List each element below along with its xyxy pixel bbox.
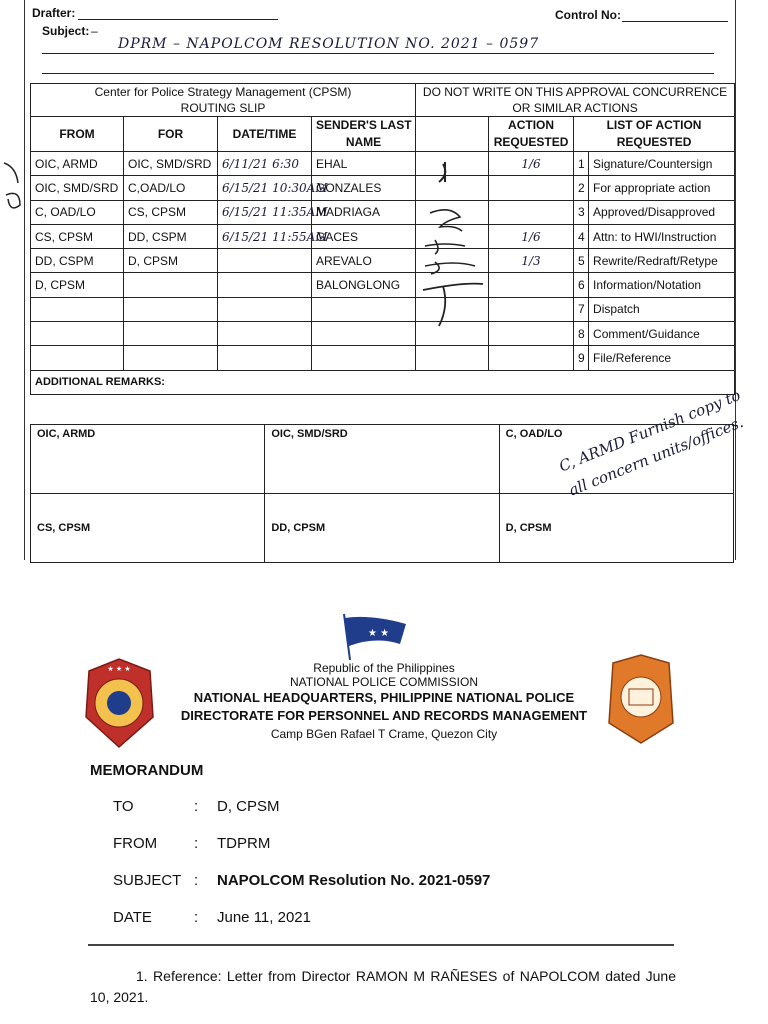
routing-cell-list: Attn: to HWI/Instruction bbox=[589, 224, 735, 248]
routing-cell-action: 1/6 bbox=[489, 152, 574, 176]
routing-cell-num: 7 bbox=[574, 297, 589, 321]
routing-cell-datetime bbox=[218, 297, 312, 321]
routing-cell-action bbox=[489, 273, 574, 297]
routing-cell-for bbox=[124, 346, 218, 370]
routing-cell-for: D, CPSM bbox=[124, 249, 218, 273]
from-value: TDPRM bbox=[217, 835, 271, 852]
subject-colon: : bbox=[194, 872, 199, 889]
subject-prefix: – bbox=[91, 24, 98, 38]
col-action-header: ACTION REQUESTED bbox=[489, 117, 574, 152]
remarks-d-cpsm: D, CPSM bbox=[499, 494, 733, 563]
routing-cell-from bbox=[31, 322, 124, 346]
routing-cell-sender: EHAL bbox=[312, 152, 416, 176]
routing-cell-for: CS, CPSM bbox=[124, 200, 218, 224]
col-list-header: LIST OF ACTION REQUESTED bbox=[574, 117, 735, 152]
remarks-dd-cpsm: DD, CPSM bbox=[265, 494, 499, 563]
routing-cell-sender: AREVALO bbox=[312, 249, 416, 273]
date-colon: : bbox=[194, 909, 199, 926]
routing-cell-list: File/Reference bbox=[589, 346, 735, 370]
memo-paragraph: 1. Reference: Letter from Director RAMON M RAÑESES of NAPOLCOM dated June 10, 2021. bbox=[90, 968, 676, 1005]
remarks-c-oad: C, OAD/LO bbox=[499, 425, 733, 494]
routing-cell-sender bbox=[312, 322, 416, 346]
memo-divider bbox=[88, 944, 674, 946]
routing-cell-num: 6 bbox=[574, 273, 589, 297]
hq-text: NATIONAL HEADQUARTERS, PHILIPPINE NATIONAL POLICE bbox=[193, 690, 575, 705]
subject-memo-value: NAPOLCOM Resolution No. 2021-0597 bbox=[217, 872, 491, 889]
routing-row bbox=[31, 200, 735, 224]
drafter-label: Drafter: bbox=[32, 6, 76, 20]
routing-cell-num: 1 bbox=[574, 152, 589, 176]
routing-cell-sig bbox=[416, 346, 489, 370]
to-colon: : bbox=[194, 798, 199, 815]
routing-cell-num: 8 bbox=[574, 322, 589, 346]
routing-cell-sender: MADRIAGA bbox=[312, 200, 416, 224]
routing-cell-datetime: 6/11/21 6:30 bbox=[218, 152, 312, 176]
routing-row bbox=[31, 224, 735, 248]
routing-cell-action bbox=[489, 322, 574, 346]
routing-cell-sender: GONZALES bbox=[312, 176, 416, 200]
routing-row bbox=[31, 273, 735, 297]
routing-cell-action bbox=[489, 200, 574, 224]
routing-cell-list: Dispatch bbox=[589, 297, 735, 321]
routing-cell-from: OIC, ARMD bbox=[31, 152, 124, 176]
directorate-text: DIRECTORATE FOR PERSONNEL AND RECORDS MANAGEMENT bbox=[180, 708, 588, 723]
routing-slip-title: Center for Police Strategy Management (CPSM) ROUTING SLIP bbox=[31, 84, 416, 117]
handwritten-note: C, ARMD Furnish copy to all concern units/offices. bbox=[556, 386, 746, 500]
from-colon: : bbox=[194, 835, 199, 852]
subject-handwritten: DPRM – NAPOLCOM RESOLUTION NO. 2021 – 0597 bbox=[118, 36, 540, 52]
routing-cell-for: C,OAD/LO bbox=[124, 176, 218, 200]
remarks-oic-armd: OIC, ARMD bbox=[31, 425, 265, 494]
routing-cell-from: C, OAD/LO bbox=[31, 200, 124, 224]
routing-row bbox=[31, 249, 735, 273]
subject-label: Subject: bbox=[42, 24, 90, 38]
routing-cell-action: 1/6 bbox=[489, 224, 574, 248]
routing-cell-action bbox=[489, 346, 574, 370]
republic-text: Republic of the Philippines bbox=[313, 661, 455, 675]
date-value: June 11, 2021 bbox=[217, 909, 311, 926]
routing-cell-action bbox=[489, 297, 574, 321]
col-for-header: FOR bbox=[124, 117, 218, 152]
right-margin-line bbox=[735, 0, 736, 560]
to-value: D, CPSM bbox=[217, 798, 280, 815]
routing-cell-sender bbox=[312, 297, 416, 321]
routing-cell-from: DD, CSPM bbox=[31, 249, 124, 273]
dprm-seal-icon bbox=[605, 653, 677, 745]
routing-cell-from bbox=[31, 297, 124, 321]
routing-row bbox=[31, 152, 735, 176]
pnp-flag-icon bbox=[340, 612, 410, 662]
margin-marks bbox=[0, 155, 30, 245]
routing-cell-num: 2 bbox=[574, 176, 589, 200]
routing-cell-action: 1/3 bbox=[489, 249, 574, 273]
routing-cell-list: Signature/Countersign bbox=[589, 152, 735, 176]
routing-cell-num: 4 bbox=[574, 224, 589, 248]
routing-cell-list: Information/Notation bbox=[589, 273, 735, 297]
control-no-line bbox=[622, 21, 728, 22]
routing-row bbox=[31, 346, 735, 370]
routing-cell-for: DD, CSPM bbox=[124, 224, 218, 248]
routing-row bbox=[31, 297, 735, 321]
routing-cell-for: OIC, SMD/SRD bbox=[124, 152, 218, 176]
routing-cell-datetime bbox=[218, 346, 312, 370]
routing-cell-list: Comment/Guidance bbox=[589, 322, 735, 346]
routing-cell-for bbox=[124, 297, 218, 321]
routing-cell-num: 9 bbox=[574, 346, 589, 370]
routing-cell-num: 3 bbox=[574, 200, 589, 224]
routing-cell-datetime: 6/15/21 11:35AM bbox=[218, 200, 312, 224]
col-datetime-header: DATE/TIME bbox=[218, 117, 312, 152]
col-from-header: FROM bbox=[31, 117, 124, 152]
routing-cell-from: OIC, SMD/SRD bbox=[31, 176, 124, 200]
routing-cell-from: CS, CPSM bbox=[31, 224, 124, 248]
routing-cell-datetime: 6/15/21 11:55AM bbox=[218, 224, 312, 248]
routing-cell-from bbox=[31, 346, 124, 370]
routing-row bbox=[31, 322, 735, 346]
subject-memo-label: SUBJECT bbox=[113, 872, 182, 889]
routing-row bbox=[31, 176, 735, 200]
memorandum-heading: MEMORANDUM bbox=[90, 762, 204, 779]
routing-cell-datetime bbox=[218, 249, 312, 273]
pnp-seal-icon bbox=[83, 657, 156, 749]
to-label: TO bbox=[113, 798, 134, 815]
routing-cell-datetime bbox=[218, 322, 312, 346]
svg-text:★ ★ ★: ★ ★ ★ bbox=[107, 665, 131, 673]
routing-table bbox=[30, 83, 735, 395]
routing-cell-sender bbox=[312, 346, 416, 370]
signature-scribbles bbox=[415, 158, 490, 328]
from-label: FROM bbox=[113, 835, 158, 852]
subject-line-2 bbox=[42, 73, 714, 74]
additional-remarks-label: ADDITIONAL REMARKS: bbox=[31, 370, 735, 394]
routing-cell-list: Approved/Disapproved bbox=[589, 200, 735, 224]
routing-cell-for bbox=[124, 322, 218, 346]
control-no-label: Control No: bbox=[555, 8, 621, 22]
routing-cell-list: For appropriate action bbox=[589, 176, 735, 200]
date-label: DATE bbox=[113, 909, 152, 926]
camp-text: Camp BGen Rafael T Crame, Quezon City bbox=[270, 727, 498, 741]
remarks-oic-smd: OIC, SMD/SRD bbox=[265, 425, 499, 494]
routing-cell-datetime: 6/15/21 10:30AM bbox=[218, 176, 312, 200]
do-not-write-notice: DO NOT WRITE ON THIS APPROVAL CONCURRENCE OR SIMILAR ACTIONS bbox=[416, 84, 735, 117]
remarks-cs-cpsm: CS, CPSM bbox=[31, 494, 265, 563]
routing-cell-from: D, CPSM bbox=[31, 273, 124, 297]
routing-cell-sender: BALONGLONG bbox=[312, 273, 416, 297]
routing-cell-list: Rewrite/Redraft/Retype bbox=[589, 249, 735, 273]
drafter-line bbox=[78, 19, 278, 20]
col-signature-header bbox=[416, 117, 489, 152]
routing-cell-for bbox=[124, 273, 218, 297]
routing-cell-sender: GACES bbox=[312, 224, 416, 248]
routing-cell-num: 5 bbox=[574, 249, 589, 273]
svg-text:★ ★: ★ ★ bbox=[368, 628, 390, 639]
routing-cell-datetime bbox=[218, 273, 312, 297]
left-margin-line bbox=[24, 0, 25, 560]
subject-line-1 bbox=[42, 53, 714, 54]
commission-text: NATIONAL POLICE COMMISSION bbox=[289, 675, 479, 689]
col-sender-header: SENDER'S LAST NAME bbox=[312, 117, 416, 152]
routing-cell-action bbox=[489, 176, 574, 200]
